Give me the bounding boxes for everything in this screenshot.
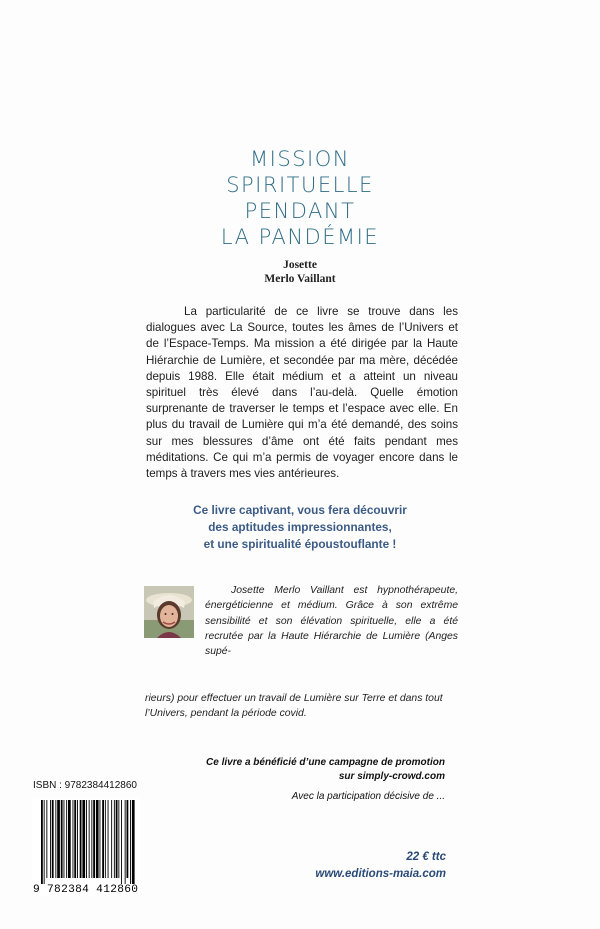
barcode-bar bbox=[57, 800, 60, 878]
tagline-line-1: Ce livre captivant, vous fera découvrir bbox=[193, 503, 407, 517]
author-first-name: Josette bbox=[283, 259, 317, 271]
barcode-bar bbox=[105, 800, 106, 878]
barcode-bar bbox=[74, 800, 76, 878]
summary-body: La particularité de ce livre se trouve dans les dialogues avec La Source, toutes les âmes de l’Univers et de l’Espace-Temps. Ma mission a été dirigée par la Haute Hiérarchie de Lumière, et secondée par ma mère, décédée depuis 1988. Elle était médium et a atteint un niveau spirituel très élevé dans l’au-delà. Quelle émotion surprenante de traverser le temps et l’espace avec elle. En plus du travail de Lumière qui m’a été demandé, des soins sur mes blessures d’âme ont été faits pendant mes méditations. Ce qui m’a permis de voyager encore dans le temps à travers mes vies antérieures. bbox=[146, 305, 458, 481]
barcode-bar bbox=[130, 800, 131, 884]
summary-text bbox=[146, 304, 458, 482]
barcode-bar bbox=[116, 800, 118, 878]
tagline-line-3: et une spiritualité époustouflante ! bbox=[203, 537, 397, 551]
tagline-line-2: des aptitudes impressionnantes, bbox=[208, 520, 392, 534]
barcode-bar bbox=[41, 800, 43, 884]
barcode-bar bbox=[80, 800, 82, 878]
author-bio-text: Josette Merlo Vaillant est hypnothérapeute, énergéticienne et médium. Grâce à son extrême sensibilité et son élévation spirituelle, elle a été recrutée par la Haute Hiérarchie de Lumière (Anges supé- bbox=[205, 585, 458, 658]
barcode-bar bbox=[46, 800, 47, 878]
barcode-bar bbox=[77, 800, 78, 878]
publisher-website: www.editions-maia.com bbox=[315, 868, 446, 880]
barcode-bar bbox=[121, 800, 122, 884]
barcode-bar bbox=[89, 800, 90, 878]
barcode-bar bbox=[125, 800, 126, 884]
barcode-bar bbox=[50, 800, 51, 878]
price: 22 € ttc bbox=[406, 851, 446, 863]
barcode-bar bbox=[55, 800, 56, 878]
isbn-label: ISBN : 9782384412860 bbox=[33, 780, 137, 791]
barcode-bar bbox=[91, 800, 92, 878]
author-bio bbox=[205, 583, 458, 659]
barcode-bar bbox=[111, 800, 112, 878]
barcode-bar bbox=[68, 800, 71, 878]
barcode-bar bbox=[64, 800, 65, 878]
barcode-bar bbox=[93, 800, 95, 878]
book-title-line-1: MISSION bbox=[250, 147, 350, 171]
barcode-bar bbox=[52, 800, 54, 878]
author-photo bbox=[144, 586, 194, 638]
barcode-bar bbox=[66, 800, 67, 878]
barcode-bar bbox=[100, 800, 101, 878]
barcode-bar bbox=[44, 800, 45, 884]
barcode-bar bbox=[114, 800, 115, 878]
barcode-bar bbox=[96, 800, 99, 878]
barcode-bar bbox=[102, 800, 104, 878]
barcode-bar bbox=[82, 800, 85, 878]
book-title-line-4: LA PANDÉMIE bbox=[220, 225, 380, 249]
book-title-line-2: SPIRITUELLE bbox=[226, 173, 374, 197]
participation-note: Avec la participation décisive de ... bbox=[291, 791, 445, 802]
author-last-name: Merlo Vaillant bbox=[264, 273, 336, 285]
book-title-line-3: PENDANT bbox=[244, 199, 356, 223]
barcode-bar bbox=[127, 800, 129, 878]
barcode-digits: 9 782384 412860 bbox=[33, 884, 138, 896]
barcode-bar bbox=[108, 800, 109, 878]
author-bio-continued: rieurs) pour effectuer un travail de Lumière sur Terre et dans tout l’Univers, pendant la période covid. bbox=[145, 693, 443, 720]
barcode-bar bbox=[118, 800, 119, 878]
barcode-bar bbox=[61, 800, 63, 878]
author-portrait-icon bbox=[144, 586, 194, 638]
barcode-bar bbox=[132, 800, 135, 884]
barcode bbox=[32, 798, 140, 896]
barcode-graphic bbox=[32, 798, 140, 896]
promo-line-2: sur simply-crowd.com bbox=[338, 771, 445, 782]
barcode-bar bbox=[86, 800, 87, 878]
promo-line-1: Ce livre a bénéficié d’une campagne de promotion bbox=[206, 757, 445, 768]
barcode-bar bbox=[73, 800, 74, 878]
